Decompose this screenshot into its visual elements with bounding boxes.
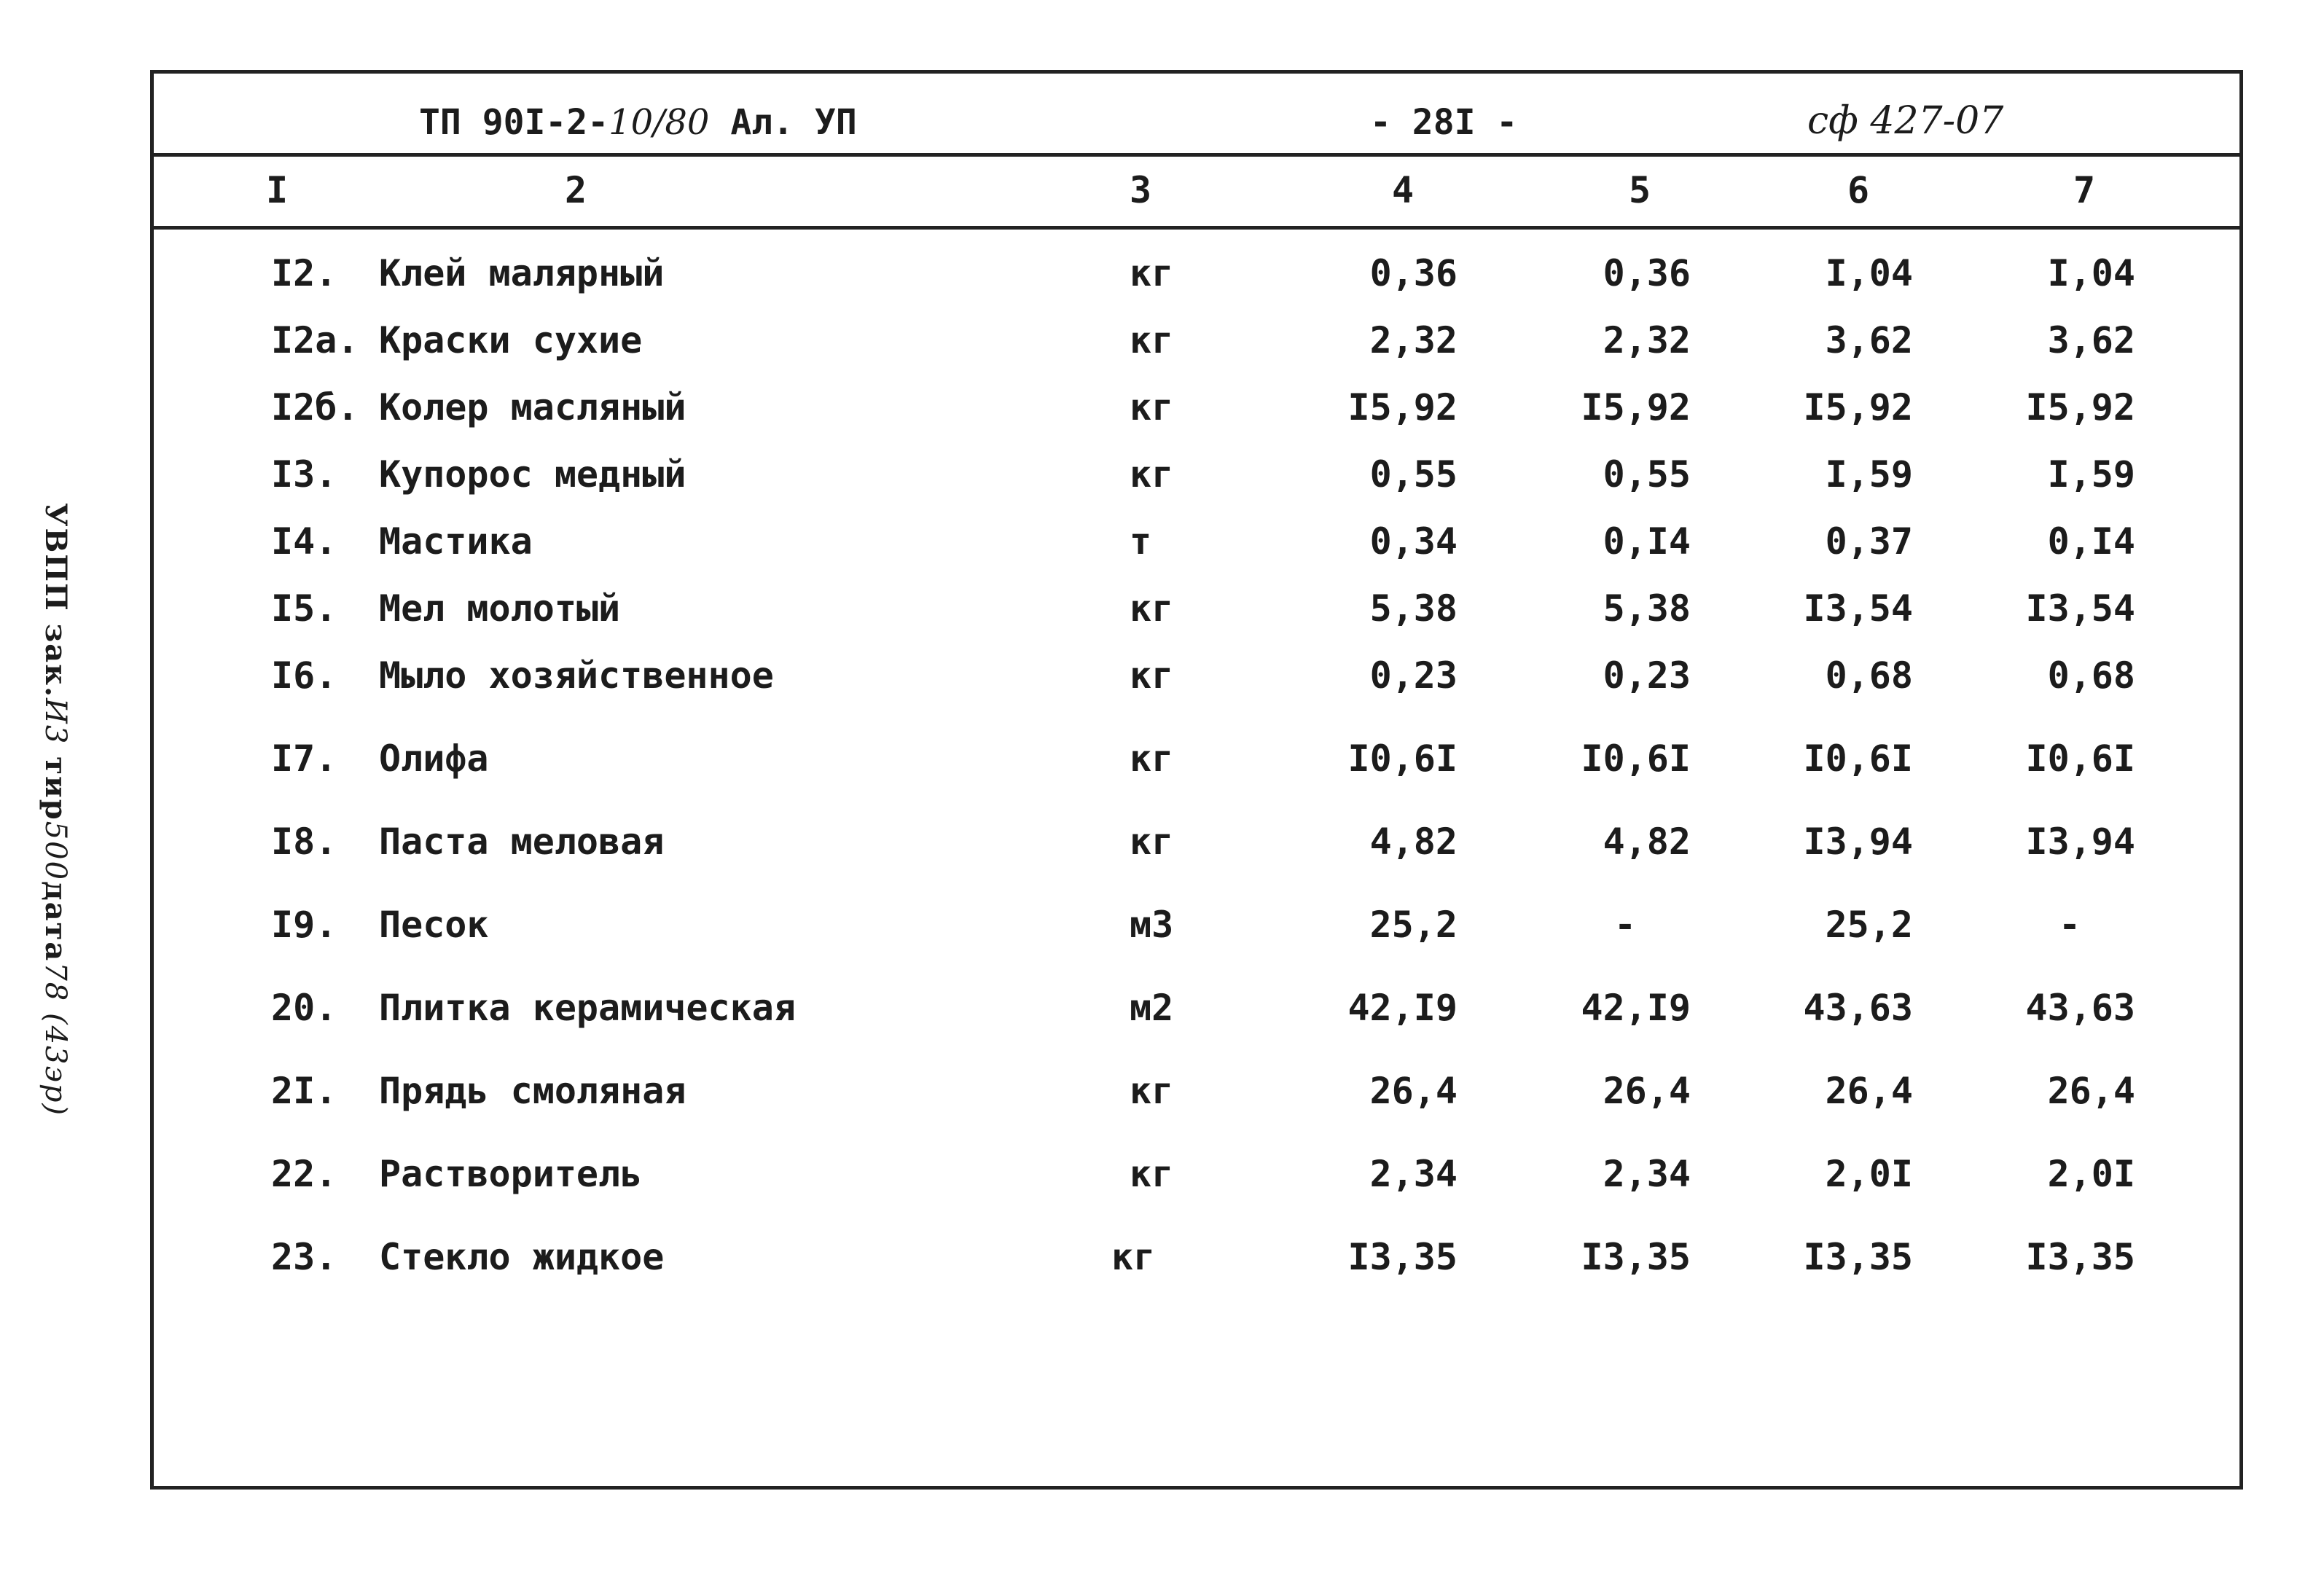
material-name: Паста меловая — [379, 821, 665, 863]
unit: кг — [1130, 654, 1174, 697]
value-col-5: 2,32 — [1603, 319, 1691, 361]
value-col-5: 42,I9 — [1581, 987, 1691, 1029]
value-col-4: 2,34 — [1369, 1153, 1458, 1195]
value-col-5: 0,23 — [1603, 654, 1691, 697]
value-col-5: 26,4 — [1603, 1070, 1691, 1112]
doc-code-prefix: ТП 90I-2- — [419, 102, 609, 143]
stamp-text: УВПП зак. — [39, 503, 73, 698]
material-name: Колер масляный — [379, 386, 686, 428]
unit: м2 — [1130, 987, 1174, 1029]
value-col-5: - — [1613, 904, 1637, 946]
row-number: I6. — [271, 654, 337, 697]
row-number: 2I. — [271, 1070, 337, 1112]
value-col-6: 3,62 — [1825, 319, 1913, 361]
value-col-5: 0,55 — [1603, 453, 1691, 496]
column-number-1: I — [266, 169, 289, 211]
column-number-divider — [150, 226, 2243, 230]
value-col-6: I3,54 — [1803, 587, 1913, 630]
unit: кг — [1130, 587, 1174, 630]
value-col-6: 43,63 — [1803, 987, 1913, 1029]
material-name: Песок — [379, 904, 489, 946]
row-number: I9. — [271, 904, 337, 946]
table-row — [0, 386, 2324, 445]
material-name: Мел молотый — [379, 587, 621, 630]
value-col-7: I3,35 — [2025, 1236, 2135, 1278]
material-name: Плитка керамическая — [379, 987, 796, 1029]
value-col-7: 2,0I — [2047, 1153, 2135, 1195]
stamp-handwritten-date: 78 (43эр) — [39, 962, 72, 1117]
value-col-5: I0,6I — [1581, 737, 1691, 780]
value-col-7: 0,I4 — [2047, 520, 2135, 563]
value-col-4: 25,2 — [1369, 904, 1458, 946]
stamp-text-tail: дата — [39, 881, 73, 963]
value-col-7: 43,63 — [2025, 987, 2135, 1029]
value-col-6: 0,68 — [1825, 654, 1913, 697]
table-row — [0, 1236, 2324, 1294]
table-row — [0, 587, 2324, 646]
value-col-7: I5,92 — [2025, 386, 2135, 428]
stamp-handwritten-order: И3 — [39, 698, 72, 745]
row-number: I2. — [271, 252, 337, 294]
value-col-7: 26,4 — [2047, 1070, 2135, 1112]
header-divider — [150, 153, 2243, 157]
page-number: - 28I - — [1370, 102, 1518, 143]
value-col-4: 5,38 — [1369, 587, 1458, 630]
unit: кг — [1130, 453, 1174, 496]
stamp-text-mid: тир — [39, 745, 73, 821]
column-number-6: 6 — [1847, 169, 1870, 211]
material-name: Олифа — [379, 737, 489, 780]
value-col-4: 0,55 — [1369, 453, 1458, 496]
value-col-7: - — [2058, 904, 2081, 946]
row-number: I7. — [271, 737, 337, 780]
document-code — [419, 102, 857, 143]
value-col-4: I0,6I — [1347, 737, 1458, 780]
table-row — [0, 821, 2324, 882]
material-name: Мыло хозяйственное — [379, 654, 774, 697]
value-col-6: I0,6I — [1803, 737, 1913, 780]
value-col-7: 0,68 — [2047, 654, 2135, 697]
value-col-6: I3,94 — [1803, 821, 1913, 863]
value-col-5: 5,38 — [1603, 587, 1691, 630]
table-row — [0, 1153, 2324, 1211]
row-number: I4. — [271, 520, 337, 563]
value-col-7: I3,54 — [2025, 587, 2135, 630]
table-row — [0, 737, 2324, 796]
column-number-2: 2 — [565, 169, 587, 211]
value-col-6: 2,0I — [1825, 1153, 1913, 1195]
value-col-5: I3,35 — [1581, 1236, 1691, 1278]
table-row — [0, 319, 2324, 377]
value-col-4: 2,32 — [1369, 319, 1458, 361]
row-number: I5. — [271, 587, 337, 630]
value-col-7: I0,6I — [2025, 737, 2135, 780]
value-col-4: 0,34 — [1369, 520, 1458, 563]
table-row — [0, 904, 2324, 962]
value-col-7: I,59 — [2047, 453, 2135, 496]
value-col-7: 3,62 — [2047, 319, 2135, 361]
value-col-7: I3,94 — [2025, 821, 2135, 863]
table-row — [0, 987, 2324, 1045]
value-col-4: 26,4 — [1369, 1070, 1458, 1112]
unit: кг — [1130, 386, 1174, 428]
value-col-5: 4,82 — [1603, 821, 1691, 863]
value-col-6: I3,35 — [1803, 1236, 1913, 1278]
value-col-5: 0,I4 — [1603, 520, 1691, 563]
material-name: Купорос медный — [379, 453, 686, 496]
value-col-4: I3,35 — [1347, 1236, 1458, 1278]
row-number: 23. — [271, 1236, 337, 1278]
row-number: I2б. — [271, 386, 359, 428]
value-col-6: I5,92 — [1803, 386, 1913, 428]
column-number-3: 3 — [1130, 169, 1152, 211]
sheet-code: сф 427-07 — [1807, 99, 2004, 143]
material-name: Растворитель — [379, 1153, 643, 1195]
column-number-4: 4 — [1392, 169, 1415, 211]
table-row — [0, 654, 2324, 713]
material-name: Стекло жидкое — [379, 1236, 665, 1278]
value-col-6: I,04 — [1825, 252, 1913, 294]
row-number: I2а. — [271, 319, 359, 361]
value-col-6: 25,2 — [1825, 904, 1913, 946]
row-number: I8. — [271, 821, 337, 863]
value-col-6: 26,4 — [1825, 1070, 1913, 1112]
value-col-4: 4,82 — [1369, 821, 1458, 863]
table-row — [0, 252, 2324, 310]
column-number-5: 5 — [1629, 169, 1651, 211]
table-row — [0, 1070, 2324, 1128]
doc-code-suffix: Ал. УП — [709, 102, 857, 143]
material-name: Прядь смоляная — [379, 1070, 686, 1112]
value-col-5: 2,34 — [1603, 1153, 1691, 1195]
material-name: Краски сухие — [379, 319, 643, 361]
value-col-5: 0,36 — [1603, 252, 1691, 294]
unit: кг — [1130, 252, 1174, 294]
unit: кг — [1130, 737, 1174, 780]
material-name: Клей малярный — [379, 252, 665, 294]
value-col-4: I5,92 — [1347, 386, 1458, 428]
row-number: I3. — [271, 453, 337, 496]
table-row — [0, 520, 2324, 579]
table-row — [0, 453, 2324, 512]
unit: кг — [1130, 319, 1174, 361]
material-name: Мастика — [379, 520, 533, 563]
stamp-handwritten-run: 500 — [39, 821, 72, 882]
value-col-5: I5,92 — [1581, 386, 1691, 428]
value-col-6: I,59 — [1825, 453, 1913, 496]
row-number: 22. — [271, 1153, 337, 1195]
unit: кг — [1111, 1236, 1156, 1278]
value-col-4: 0,23 — [1369, 654, 1458, 697]
value-col-4: 0,36 — [1369, 252, 1458, 294]
column-number-7: 7 — [2073, 169, 2096, 211]
value-col-4: 42,I9 — [1347, 987, 1458, 1029]
unit: кг — [1130, 821, 1174, 863]
value-col-6: 0,37 — [1825, 520, 1913, 563]
unit: т — [1130, 520, 1152, 563]
doc-code-handwritten: 10/80 — [609, 102, 710, 143]
row-number: 20. — [271, 987, 337, 1029]
unit: кг — [1130, 1070, 1174, 1112]
value-col-7: I,04 — [2047, 252, 2135, 294]
unit: кг — [1130, 1153, 1174, 1195]
unit: м3 — [1130, 904, 1174, 946]
